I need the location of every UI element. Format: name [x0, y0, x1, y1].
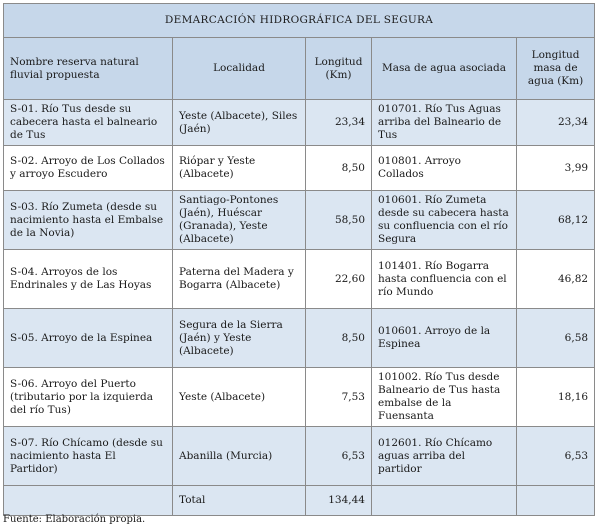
total-empty-cell [517, 486, 595, 516]
header-water-body: Masa de agua asociada [372, 38, 517, 100]
header-length: Longitud (Km) [306, 38, 372, 100]
cell-locality: Santiago-Pontones (Jaén), Huéscar (Granada), Yeste (Albacete) [173, 191, 306, 250]
cell-wb-length: 18,16 [517, 368, 595, 427]
cell-wb-length: 46,82 [517, 250, 595, 309]
cell-length: 8,50 [306, 146, 372, 191]
table-row [4, 368, 595, 427]
total-length: 134,44 [306, 486, 372, 516]
cell-name: S-04. Arroyos de los Endrinales y de Las Hoyas [4, 250, 173, 309]
table-row [4, 250, 595, 309]
cell-length: 8,50 [306, 309, 372, 368]
table-title-row [4, 4, 595, 38]
header-row [4, 38, 595, 100]
cell-locality: Yeste (Albacete), Siles (Jaén) [173, 100, 306, 146]
cell-name: S-06. Arroyo del Puerto (tributario por la izquierda del río Tus) [4, 368, 173, 427]
cell-water-body: 010701. Río Tus Aguas arriba del Balneario de Tus [372, 100, 517, 146]
cell-wb-length: 3,99 [517, 146, 595, 191]
header-wb-length: Longitud masa de agua (Km) [517, 38, 595, 100]
cell-length: 58,50 [306, 191, 372, 250]
total-empty-cell [4, 486, 173, 516]
reserves-table [3, 3, 595, 516]
total-label: Total [173, 486, 306, 516]
cell-name: S-05. Arroyo de la Espinea [4, 309, 173, 368]
cell-name: S-07. Río Chícamo (desde su nacimiento hasta El Partidor) [4, 427, 173, 486]
cell-water-body: 012601. Río Chícamo aguas arriba del partidor [372, 427, 517, 486]
cell-water-body: 010601. Arroyo de la Espinea [372, 309, 517, 368]
cell-length: 7,53 [306, 368, 372, 427]
cell-length: 23,34 [306, 100, 372, 146]
header-name: Nombre reserva natural fluvial propuesta [4, 38, 173, 100]
total-empty-cell [372, 486, 517, 516]
cell-name: S-02. Arroyo de Los Collados y arroyo Escudero [4, 146, 173, 191]
cell-wb-length: 23,34 [517, 100, 595, 146]
cell-length: 22,60 [306, 250, 372, 309]
cell-locality: Paterna del Madera y Bogarra (Albacete) [173, 250, 306, 309]
cell-water-body: 101002. Río Tus desde Balneario de Tus hasta embalse de la Fuensanta [372, 368, 517, 427]
cell-water-body: 010601. Río Zumeta desde su cabecera hasta su confluencia con el río Segura [372, 191, 517, 250]
cell-name: S-03. Río Zumeta (desde su nacimiento hasta el Embalse de la Novia) [4, 191, 173, 250]
cell-wb-length: 6,58 [517, 309, 595, 368]
total-row [4, 486, 595, 516]
cell-length: 6,53 [306, 427, 372, 486]
cell-locality: Abanilla (Murcia) [173, 427, 306, 486]
table-row [4, 100, 595, 146]
table-row [4, 191, 595, 250]
table-row [4, 427, 595, 486]
cell-name: S-01. Río Tus desde su cabecera hasta el balneario de Tus [4, 100, 173, 146]
cell-wb-length: 6,53 [517, 427, 595, 486]
header-locality: Localidad [173, 38, 306, 100]
cell-water-body: 101401. Río Bogarra hasta confluencia con el río Mundo [372, 250, 517, 309]
table-row [4, 146, 595, 191]
cell-wb-length: 68,12 [517, 191, 595, 250]
cell-locality: Yeste (Albacete) [173, 368, 306, 427]
cell-locality: Segura de la Sierra (Jaén) y Yeste (Albacete) [173, 309, 306, 368]
cell-water-body: 010801. Arroyo Collados [372, 146, 517, 191]
cell-locality: Riópar y Yeste (Albacete) [173, 146, 306, 191]
source-note: Fuente: Elaboración propia. [3, 514, 146, 525]
table-title: DEMARCACIÓN HIDROGRÁFICA DEL SEGURA [4, 4, 595, 38]
table-row [4, 309, 595, 368]
